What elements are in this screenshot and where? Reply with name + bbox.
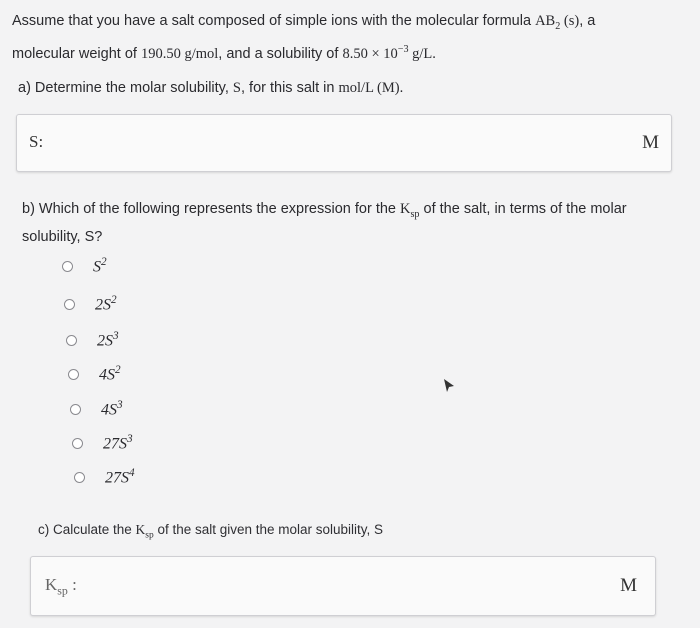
ksp-symbol: $K_{sp}$ — [400, 201, 420, 220]
radio-button[interactable] — [74, 472, 85, 483]
option-27s4[interactable]: $27S^4$ — [74, 467, 135, 487]
mouse-cursor-icon — [442, 378, 456, 394]
option-4s2[interactable]: $4S^2$ — [68, 364, 121, 384]
radio-button[interactable] — [62, 261, 73, 272]
ksp-input[interactable] — [30, 556, 656, 616]
molecular-weight: 190.50 g/mol — [140, 45, 219, 62]
ksp-symbol: $K_{sp}$ — [135, 522, 154, 541]
option-4s3[interactable]: $4S^3$ — [70, 399, 123, 419]
option-s2[interactable]: $S^2$ — [62, 256, 107, 276]
question-c: c) Calculate the $K_{sp}$ of the salt given the molar solubility, S — [38, 522, 384, 541]
option-27s3[interactable]: $27S^3$ — [72, 433, 133, 453]
input-label: S: — [29, 132, 44, 151]
question-b: b) Which of the following represents the expression for the $K_{sp}$ of the salt, in terms of the molar solubility, S? — [22, 201, 627, 245]
formula: $AB_2$ (s) — [535, 13, 580, 32]
radio-button[interactable] — [66, 335, 77, 346]
question-a: a) Determine the molar solubility, S, for this salt in mol/L (M). — [18, 80, 404, 96]
option-2s3[interactable]: $2S^3$ — [66, 330, 119, 350]
option-2s2[interactable]: $2S^2$ — [64, 294, 117, 314]
radio-button[interactable] — [70, 404, 81, 415]
intro-text: Assume that you have a salt composed of simple ions with the molecular formula — [12, 13, 536, 29]
unit-label: M — [642, 132, 659, 153]
unit-label: M — [620, 575, 637, 596]
solubility-value: $8.50 \times 10^{-3}$ g/L. — [342, 43, 436, 62]
input-label: $K_{sp}$ : — [45, 575, 77, 598]
radio-button[interactable] — [64, 299, 75, 310]
problem-statement: Assume that you have a salt composed of simple ions with the molecular formula $AB_2$ (s), a molecular weight of 190.50 g/mol, and a solubility of $8.50 \times 10^{-3}$ g/L. — [12, 13, 596, 62]
radio-button[interactable] — [68, 369, 79, 380]
radio-button[interactable] — [72, 438, 83, 449]
molar-solubility-input[interactable] — [16, 114, 672, 172]
